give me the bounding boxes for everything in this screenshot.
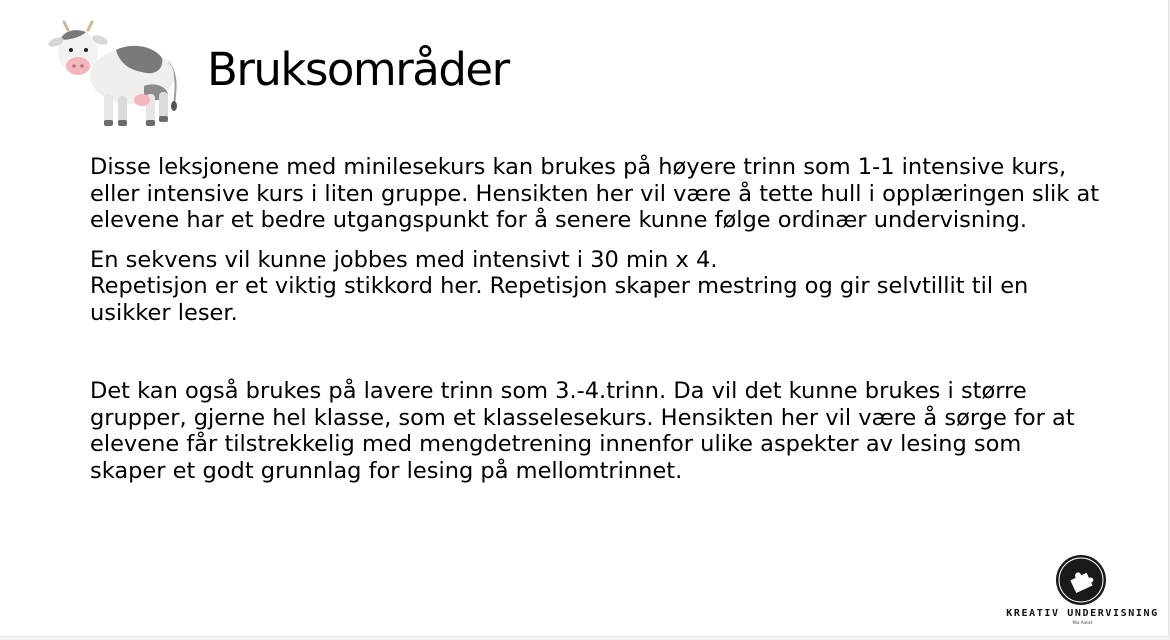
logo-subtitle: Mia Aanet (1072, 620, 1093, 625)
body-text (90, 154, 1100, 484)
puzzle-icon (1055, 554, 1107, 606)
paragraph-usage-lower-grades: Det kan også brukes på lavere trinn som 3.-4.trinn. Da vil det kunne brukes i større grupper, gjerne hel klasse, som et klasselesekurs. Hensikten her vil være å sørge for at elevene får tilstrekkelig med mengdetrening innenfor ulike aspekter av lesing som skaper et godt grunnlag for lesing på mellomtrinnet. (90, 378, 1075, 484)
page-title: Bruksområder (207, 43, 509, 96)
logo (1000, 550, 1165, 632)
paragraph-usage-higher-grades: Disse leksjonene med minilesekurs kan brukes på høyere trinn som 1-1 intensive kurs, eller intensive kurs i liten gruppe. Hensikten her vil være å tette hull i opplæringen slik at elevene har et bedre utgangspunkt for å senere kunne følge ordinær undervisning. (90, 154, 1100, 233)
paragraph-sequence-duration: En sekvens vil kunne jobbes med intensivt i 30 min x 4. (90, 246, 718, 273)
logo-name: KREATIV UNDERVISNING (1006, 608, 1159, 619)
cow-illustration (46, 18, 186, 134)
paragraph-repetition: Repetisjon er et viktig stikkord her. Repetisjon skaper mestring og gir selvtillit til en usikker leser. (90, 273, 1029, 326)
